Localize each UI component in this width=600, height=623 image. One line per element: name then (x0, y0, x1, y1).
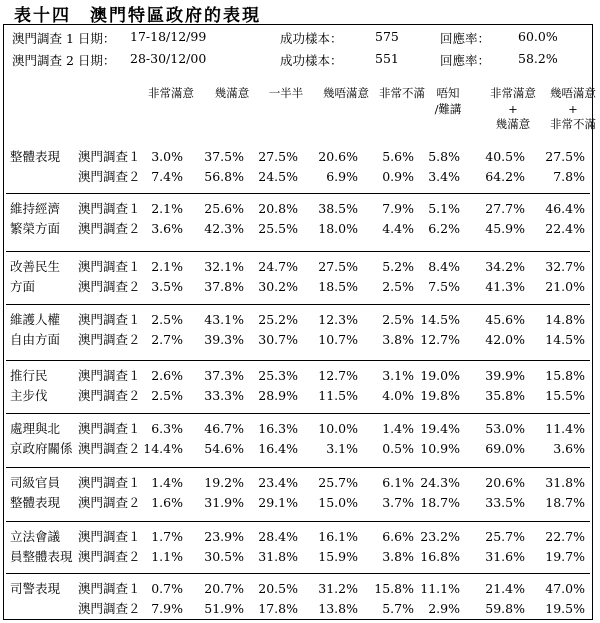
data-cell: 5.1% (428, 201, 460, 216)
category-label: 司警表現 (10, 581, 61, 596)
data-cell: 15.0% (318, 495, 358, 510)
data-cell: 1.6% (151, 495, 183, 510)
data-cell: 23.9% (204, 529, 244, 544)
survey-date: 17-18/12/99 (130, 29, 207, 44)
sample-size: 575 (375, 29, 399, 44)
data-cell: 3.1% (382, 368, 414, 383)
data-cell: 43.1% (204, 312, 244, 327)
column-header: 幾唔滿意 (550, 86, 596, 100)
data-cell: 1.4% (382, 421, 414, 436)
category-label: 主步伐 (10, 388, 48, 403)
data-cell: 7.9% (151, 601, 183, 616)
data-cell: 4.0% (382, 388, 414, 403)
row-separator (6, 360, 590, 361)
data-cell: 18.7% (545, 495, 585, 510)
data-cell: 6.3% (151, 421, 183, 436)
data-cell: 30.5% (204, 549, 244, 564)
data-cell: 54.6% (204, 441, 244, 456)
data-cell: 10.0% (318, 421, 358, 436)
survey-name: 澳門調查２ (78, 441, 141, 456)
data-cell: 17.8% (258, 601, 298, 616)
data-cell: 4.4% (382, 221, 414, 236)
row-separator (6, 413, 590, 414)
survey-date-label: 澳門調查 1 日期： (12, 31, 116, 46)
data-cell: 25.7% (485, 529, 525, 544)
data-cell: 30.2% (258, 279, 298, 294)
data-cell: 19.2% (204, 475, 244, 490)
data-cell: 15.8% (545, 368, 585, 383)
data-cell: 2.5% (151, 312, 183, 327)
data-cell: 59.8% (485, 601, 525, 616)
data-cell: 3.8% (382, 549, 414, 564)
survey-name: 澳門調查１ (78, 581, 141, 596)
data-cell: 39.9% (485, 368, 525, 383)
data-cell: 23.2% (420, 529, 460, 544)
sample-label: 成功樣本： (280, 31, 343, 46)
column-header: 一半半 (268, 86, 304, 100)
data-cell: 25.3% (258, 368, 298, 383)
survey-name: 澳門調查１ (78, 201, 141, 216)
column-header: 幾滿意 (495, 117, 531, 131)
data-cell: 30.7% (258, 332, 298, 347)
data-cell: 27.5% (258, 149, 298, 164)
table-title: 表十四 澳門特區政府的表現 (14, 6, 261, 26)
data-cell: 24.3% (420, 475, 460, 490)
data-cell: 2.1% (151, 201, 183, 216)
data-cell: 37.5% (204, 149, 244, 164)
data-cell: 19.5% (545, 601, 585, 616)
data-cell: 22.4% (545, 221, 585, 236)
data-cell: 3.1% (326, 441, 358, 456)
data-cell: 25.2% (258, 312, 298, 327)
data-cell: 15.9% (318, 549, 358, 564)
data-cell: 45.9% (485, 221, 525, 236)
data-cell: 3.5% (151, 279, 183, 294)
survey-name: 澳門調查２ (78, 169, 141, 184)
data-cell: 25.6% (204, 201, 244, 216)
data-cell: 33.3% (204, 388, 244, 403)
data-cell: 10.7% (318, 332, 358, 347)
data-cell: 7.8% (553, 169, 585, 184)
column-header: /難講 (434, 101, 462, 116)
data-cell: 16.4% (258, 441, 298, 456)
data-cell: 3.0% (151, 149, 183, 164)
data-cell: 31.9% (204, 495, 244, 510)
data-cell: 12.7% (420, 332, 460, 347)
data-cell: 19.8% (420, 388, 460, 403)
data-cell: 2.9% (428, 601, 460, 616)
category-label: 自由方面 (10, 332, 61, 347)
data-cell: 7.9% (382, 201, 414, 216)
data-cell: 21.4% (485, 581, 525, 596)
data-cell: 12.3% (318, 312, 358, 327)
category-label: 維持經濟 (10, 201, 61, 216)
category-label: 繁榮方面 (10, 221, 61, 236)
data-cell: 27.7% (485, 201, 525, 216)
data-cell: 25.7% (318, 475, 358, 490)
data-cell: 14.4% (143, 441, 183, 456)
data-cell: 2.5% (382, 279, 414, 294)
data-cell: 13.8% (318, 601, 358, 616)
data-cell: 2.6% (151, 368, 183, 383)
data-cell: 5.7% (382, 601, 414, 616)
data-cell: 35.8% (485, 388, 525, 403)
data-cell: 1.7% (151, 529, 183, 544)
row-separator (6, 251, 590, 252)
data-cell: 8.4% (428, 259, 460, 274)
data-cell: 31.8% (258, 549, 298, 564)
data-cell: 45.6% (485, 312, 525, 327)
survey-name: 澳門調查１ (78, 421, 141, 436)
data-cell: 31.8% (545, 475, 585, 490)
data-cell: 14.8% (545, 312, 585, 327)
column-header: 非常滿意 (148, 86, 194, 100)
survey-name: 澳門調查１ (78, 368, 141, 383)
survey-date: 28-30/12/00 (130, 51, 207, 66)
data-cell: 32.7% (545, 259, 585, 274)
data-cell: 0.9% (382, 169, 414, 184)
data-cell: 24.5% (258, 169, 298, 184)
data-cell: 47.0% (545, 581, 585, 596)
data-cell: 40.5% (485, 149, 525, 164)
survey-name: 澳門調查２ (78, 495, 141, 510)
data-cell: 12.7% (318, 368, 358, 383)
data-cell: 37.3% (204, 368, 244, 383)
data-cell: 53.0% (485, 421, 525, 436)
data-cell: 27.5% (545, 149, 585, 164)
data-cell: 24.7% (258, 259, 298, 274)
data-cell: 3.7% (382, 495, 414, 510)
data-cell: 6.1% (382, 475, 414, 490)
survey-name: 澳門調查１ (78, 475, 141, 490)
data-cell: 20.6% (318, 149, 358, 164)
data-cell: 25.5% (258, 221, 298, 236)
row-separator (6, 573, 590, 574)
category-label: 整體表現 (10, 149, 61, 164)
data-cell: 2.5% (151, 388, 183, 403)
data-cell: 6.9% (326, 169, 358, 184)
data-cell: 3.6% (553, 441, 585, 456)
response-rate-label: 回應率： (440, 53, 491, 68)
survey-name: 澳門調查１ (78, 312, 141, 327)
data-cell: 18.5% (318, 279, 358, 294)
data-cell: 56.8% (204, 169, 244, 184)
data-cell: 31.2% (318, 581, 358, 596)
column-header: 幾滿意 (214, 86, 250, 100)
data-cell: 18.0% (318, 221, 358, 236)
data-cell: 7.4% (151, 169, 183, 184)
data-cell: 37.8% (204, 279, 244, 294)
data-cell: 42.3% (204, 221, 244, 236)
data-cell: 23.4% (258, 475, 298, 490)
column-header: + (508, 101, 518, 116)
category-label: 維護人權 (10, 312, 61, 327)
data-cell: 15.8% (374, 581, 414, 596)
category-label: 司級官員 (10, 475, 61, 490)
data-cell: 2.5% (382, 312, 414, 327)
survey-name: 澳門調查２ (78, 388, 141, 403)
column-header: 幾唔滿意 (323, 86, 369, 100)
data-cell: 19.4% (420, 421, 460, 436)
data-cell: 18.7% (420, 495, 460, 510)
data-cell: 46.7% (204, 421, 244, 436)
data-cell: 34.2% (485, 259, 525, 274)
data-cell: 14.5% (420, 312, 460, 327)
data-cell: 2.1% (151, 259, 183, 274)
survey-date-label: 澳門調查 2 日期： (12, 53, 116, 68)
row-separator (6, 304, 590, 305)
data-cell: 16.1% (318, 529, 358, 544)
data-cell: 1.4% (151, 475, 183, 490)
category-label: 員整體表現 (10, 549, 73, 564)
column-header: 非常不滿 (550, 117, 596, 131)
data-cell: 31.6% (485, 549, 525, 564)
data-cell: 19.7% (545, 549, 585, 564)
survey-name: 澳門調查１ (78, 149, 141, 164)
data-cell: 0.7% (151, 581, 183, 596)
data-cell: 5.2% (382, 259, 414, 274)
data-cell: 11.4% (545, 421, 585, 436)
survey-name: 澳門調查１ (78, 259, 141, 274)
column-header: + (568, 101, 578, 116)
survey-name: 澳門調查２ (78, 279, 141, 294)
data-cell: 19.0% (420, 368, 460, 383)
data-cell: 51.9% (204, 601, 244, 616)
response-rate: 58.2% (518, 51, 558, 66)
data-cell: 14.5% (545, 332, 585, 347)
data-cell: 42.0% (485, 332, 525, 347)
survey-name: 澳門調查２ (78, 332, 141, 347)
data-cell: 16.3% (258, 421, 298, 436)
category-label: 推行民 (10, 368, 48, 383)
survey-name: 澳門調查２ (78, 549, 141, 564)
column-header: 非常滿意 (490, 86, 536, 100)
data-cell: 16.8% (420, 549, 460, 564)
category-label: 方面 (10, 279, 36, 294)
data-cell: 7.5% (428, 279, 460, 294)
sample-size: 551 (375, 51, 399, 66)
row-separator (6, 467, 590, 468)
data-cell: 3.6% (151, 221, 183, 236)
data-cell: 33.5% (485, 495, 525, 510)
category-label: 整體表現 (10, 495, 61, 510)
survey-name: 澳門調查２ (78, 221, 141, 236)
column-header: 唔知 (436, 86, 460, 100)
data-cell: 28.9% (258, 388, 298, 403)
data-cell: 0.5% (382, 441, 414, 456)
survey-name: 澳門調查２ (78, 601, 141, 616)
data-cell: 20.5% (258, 581, 298, 596)
data-cell: 64.2% (485, 169, 525, 184)
category-label: 京政府關係 (10, 441, 73, 456)
data-cell: 27.5% (318, 259, 358, 274)
data-cell: 20.8% (258, 201, 298, 216)
data-cell: 28.4% (258, 529, 298, 544)
data-cell: 3.4% (428, 169, 460, 184)
data-cell: 22.7% (545, 529, 585, 544)
data-cell: 69.0% (485, 441, 525, 456)
category-label: 立法會議 (10, 529, 61, 544)
data-cell: 5.6% (382, 149, 414, 164)
data-cell: 29.1% (258, 495, 298, 510)
data-cell: 46.4% (545, 201, 585, 216)
data-cell: 5.8% (428, 149, 460, 164)
response-rate: 60.0% (518, 29, 558, 44)
data-cell: 41.3% (485, 279, 525, 294)
response-rate-label: 回應率： (440, 31, 491, 46)
data-cell: 1.1% (151, 549, 183, 564)
data-cell: 21.0% (545, 279, 585, 294)
data-cell: 39.3% (204, 332, 244, 347)
row-separator (6, 521, 590, 522)
data-cell: 3.8% (382, 332, 414, 347)
data-cell: 20.7% (204, 581, 244, 596)
data-cell: 15.5% (545, 388, 585, 403)
column-header: 非常不滿 (379, 86, 425, 100)
survey-name: 澳門調查１ (78, 529, 141, 544)
data-cell: 38.5% (318, 201, 358, 216)
data-cell: 32.1% (204, 259, 244, 274)
row-separator (6, 193, 590, 194)
category-label: 處理與北 (10, 421, 61, 436)
data-cell: 20.6% (485, 475, 525, 490)
data-cell: 2.7% (151, 332, 183, 347)
data-cell: 11.5% (318, 388, 358, 403)
sample-label: 成功樣本： (280, 53, 343, 68)
data-cell: 6.6% (382, 529, 414, 544)
category-label: 改善民生 (10, 259, 61, 274)
data-cell: 6.2% (428, 221, 460, 236)
data-cell: 11.1% (420, 581, 460, 596)
data-cell: 10.9% (420, 441, 460, 456)
